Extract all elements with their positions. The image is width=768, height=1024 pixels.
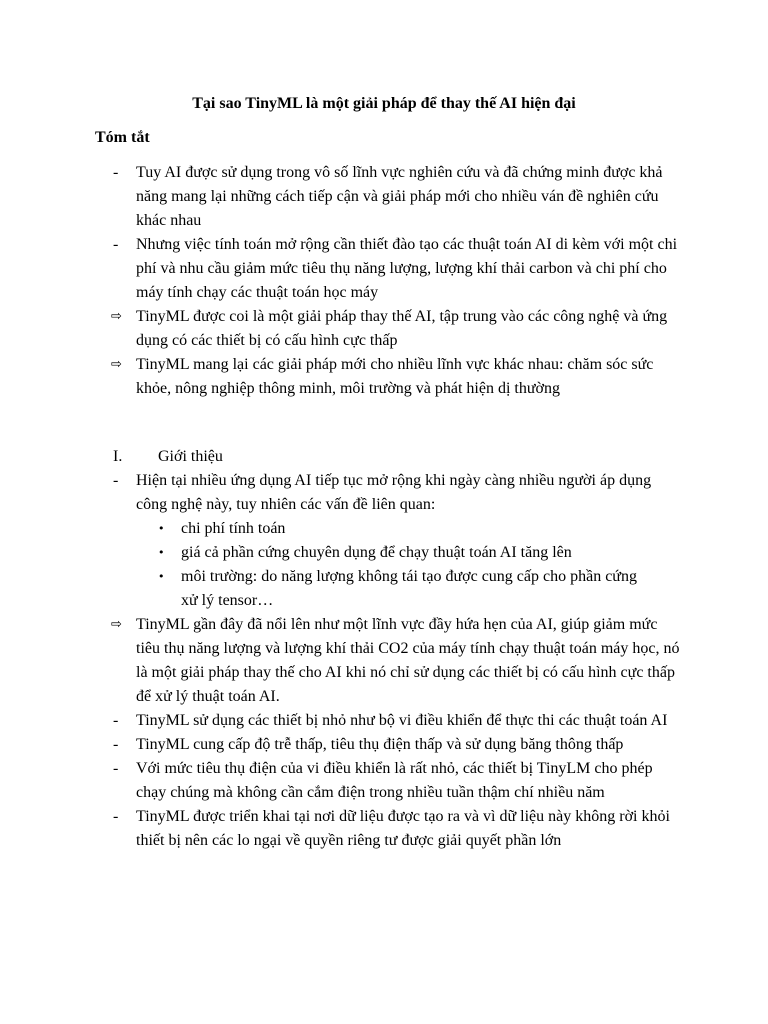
bullet-marker: •	[158, 522, 165, 535]
list-item	[0, 469, 768, 517]
list-item-text: TinyML sử dụng các thiết bị nhỏ như bộ vi điều khiển để thực thi các thuật toán AI	[136, 712, 668, 729]
dash-marker: -	[113, 472, 119, 489]
list-item-text: Tuy AI được sử dụng trong vô số lĩnh vực nghiên cứu và đã chứng minh được khả năng mang lại những cách tiếp cận và giải pháp mới cho nhiều ván đề nghiên cứu khác nhau	[136, 164, 663, 229]
list-item	[0, 613, 768, 709]
section-body	[0, 469, 768, 853]
bullet-item	[0, 565, 768, 613]
bullet-marker: •	[158, 546, 165, 559]
section-number: I.	[113, 448, 123, 465]
document-title: Tại sao TinyML là một giải pháp để thay thế AI hiện đại	[192, 95, 576, 112]
section-title: Giới thiệu	[158, 448, 223, 465]
list-item	[0, 161, 768, 233]
list-item-text: Với mức tiêu thụ điện của vi điều khiển là rất nhỏ, các thiết bị TinyLM cho phép chạy chúng mà không cần cắm điện trong nhiều tuần thậm chí nhiều năm	[136, 760, 653, 801]
list-item-text: TinyML cung cấp độ trễ thấp, tiêu thụ điện thấp và sử dụng băng thông thấp	[136, 736, 624, 753]
arrow-icon: ⇨	[111, 357, 122, 372]
list-item-text: Nhưng việc tính toán mở rộng cần thiết đào tạo các thuật toán AI di kèm với một chi phí và nhu cầu giảm mức tiêu thụ năng lượng, lượng khí thải carbon và chi phí cho máy tính chạy các thuật toán học máy	[136, 236, 678, 301]
bullet-item	[0, 541, 768, 565]
list-item	[0, 709, 768, 733]
dash-marker: -	[113, 236, 119, 253]
dash-marker: -	[113, 736, 119, 753]
list-item	[0, 733, 768, 757]
section-heading	[0, 445, 768, 469]
list-item-text: Hiện tại nhiều ứng dụng AI tiếp tục mở rộng khi ngày càng nhiều người áp dụng công nghệ này, tuy nhiên các vấn đề liên quan:	[136, 472, 652, 513]
list-item-text: TinyML được coi là một giải pháp thay thế AI, tập trung vào các công nghệ và ứng dụng có các thiết bị có cấu hình cực thấp	[136, 308, 668, 349]
list-item	[0, 353, 768, 401]
list-item	[0, 233, 768, 305]
list-item	[0, 305, 768, 353]
list-item-text: TinyML mang lại các giải pháp mới cho nhiều lĩnh vực khác nhau: chăm sóc sức khỏe, nông nghiệp thông minh, môi trường và phát hiện dị thường	[136, 356, 654, 397]
arrow-icon: ⇨	[111, 617, 122, 632]
bullet-item	[0, 517, 768, 541]
bullet-text: môi trường: do năng lượng không tái tạo được cung cấp cho phần cứng xử lý tensor…	[181, 568, 637, 609]
dash-marker: -	[113, 760, 119, 777]
list-item	[0, 805, 768, 853]
dash-marker: -	[113, 808, 119, 825]
list-item-text: TinyML gần đây đã nổi lên như một lĩnh vực đầy hứa hẹn của AI, giúp giảm mức tiêu thụ năng lượng và lượng khí thải CO2 của máy tính chạy thuật toán máy học, nó là một giải pháp thay thế cho AI khi nó chỉ sử dụng các thiết bị có cấu hình cực thấp để xử lý thuật toán AI.	[136, 616, 680, 705]
bullet-marker: •	[158, 570, 165, 583]
dash-marker: -	[113, 712, 119, 729]
summary-list	[0, 161, 768, 401]
list-item-text: TinyML được triển khai tại nơi dữ liệu được tạo ra và vì dữ liệu này không rời khỏi thiết bị nên các lo ngại về quyền riêng tư được giải quyết phần lớn	[136, 808, 670, 849]
bullet-text: giá cả phần cứng chuyên dụng để chạy thuật toán AI tăng lên	[181, 544, 572, 561]
bullet-text: chi phí tính toán	[181, 520, 286, 537]
arrow-icon: ⇨	[111, 309, 122, 324]
list-item	[0, 757, 768, 805]
dash-marker: -	[113, 164, 119, 181]
summary-heading: Tóm tắt	[95, 129, 150, 146]
